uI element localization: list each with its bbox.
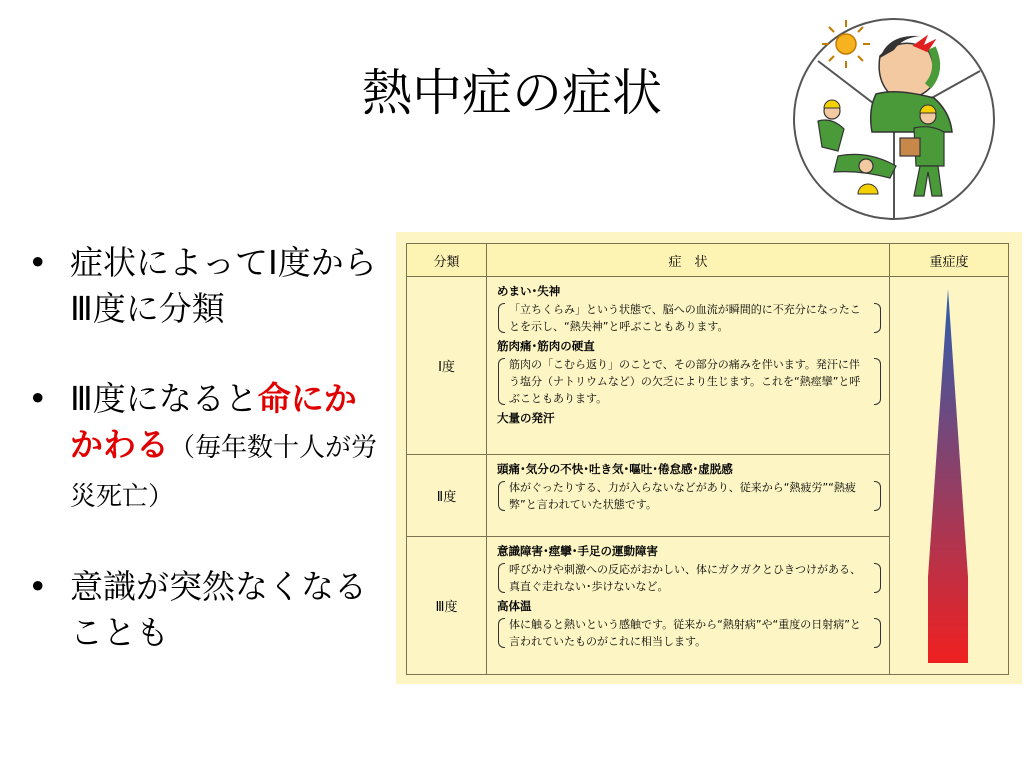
bullet-text: Ⅲ度になると (70, 379, 258, 418)
bullet-list (28, 240, 388, 700)
slide-title: 熱中症の症状 (362, 64, 662, 122)
header-category: 分類 (407, 244, 487, 277)
grade-label: Ⅱ度 (407, 455, 487, 537)
bullet-text: 意識が突然なくなることも (70, 567, 367, 652)
severity-cell (890, 277, 1009, 675)
symptom-cell (487, 277, 890, 455)
symptom-table-panel (396, 232, 1022, 684)
bullet-text: 症状によってⅠ度から Ⅲ度に分類 (70, 243, 377, 328)
symptom-description: 筋肉の「こむら返り」のことで、その部分の痛みを伴います。発汗に伴う塩分（ナトリウムなど）の欠乏により生じます。これを“熱痙攣”と呼ぶこともあります。 (497, 356, 883, 407)
header-symptoms: 症 状 (487, 244, 890, 277)
symptom-title: 筋肉痛･筋肉の硬直 (497, 339, 595, 353)
symptom-title: 意識障害･痙攣･手足の運動障害 (497, 544, 658, 558)
symptom-title: 頭痛･気分の不快･吐き気･嘔吐･倦怠感･虚脱感 (497, 462, 733, 476)
symptom-title: めまい･失神 (497, 284, 561, 298)
bullet-item (28, 376, 388, 520)
bullet-item (28, 240, 388, 332)
header-severity: 重症度 (890, 244, 1009, 277)
symptom-description: 体がぐったりする、力が入らないなどがあり、従来から“熱疲労”“熱疲弊”と言われていた状態です。 (497, 479, 883, 513)
symptom-cell (487, 537, 890, 675)
symptom-description: 体に触ると熱いという感触です。従来から“熱射病”や“重度の日射病”と言われていたものがこれに相当します。 (497, 616, 883, 650)
table-header-row (407, 244, 1009, 277)
bullet-marker: • (28, 379, 48, 418)
table-row (407, 277, 1009, 455)
grade-label: Ⅰ度 (407, 277, 487, 455)
symptom-table (406, 243, 1009, 675)
bullet-note: （毎年数十人が労災死亡） (70, 433, 378, 512)
symptom-title: 大量の発汗 (497, 411, 555, 425)
bullet-item (28, 564, 388, 656)
grade-label: Ⅲ度 (407, 537, 487, 675)
symptom-cell (487, 455, 890, 537)
symptom-description: 呼びかけや刺激への反応がおかしい、体にガクガクとひきつけがある、真直ぐ走れない･歩けないなど。 (497, 561, 883, 595)
symptom-description: 「立ちくらみ」という状態で、脳への血流が瞬間的に不充分になったことを示し、“熱失神”と呼ぶこともあります。 (497, 301, 883, 335)
symptom-title: 高体温 (497, 599, 532, 613)
bullet-marker: • (28, 243, 48, 282)
heatstroke-illustration (788, 16, 1000, 222)
severity-gradient-bar (890, 277, 1006, 675)
bullet-emphasis: 命にかかわる (70, 379, 357, 464)
bullet-marker: • (28, 567, 48, 606)
